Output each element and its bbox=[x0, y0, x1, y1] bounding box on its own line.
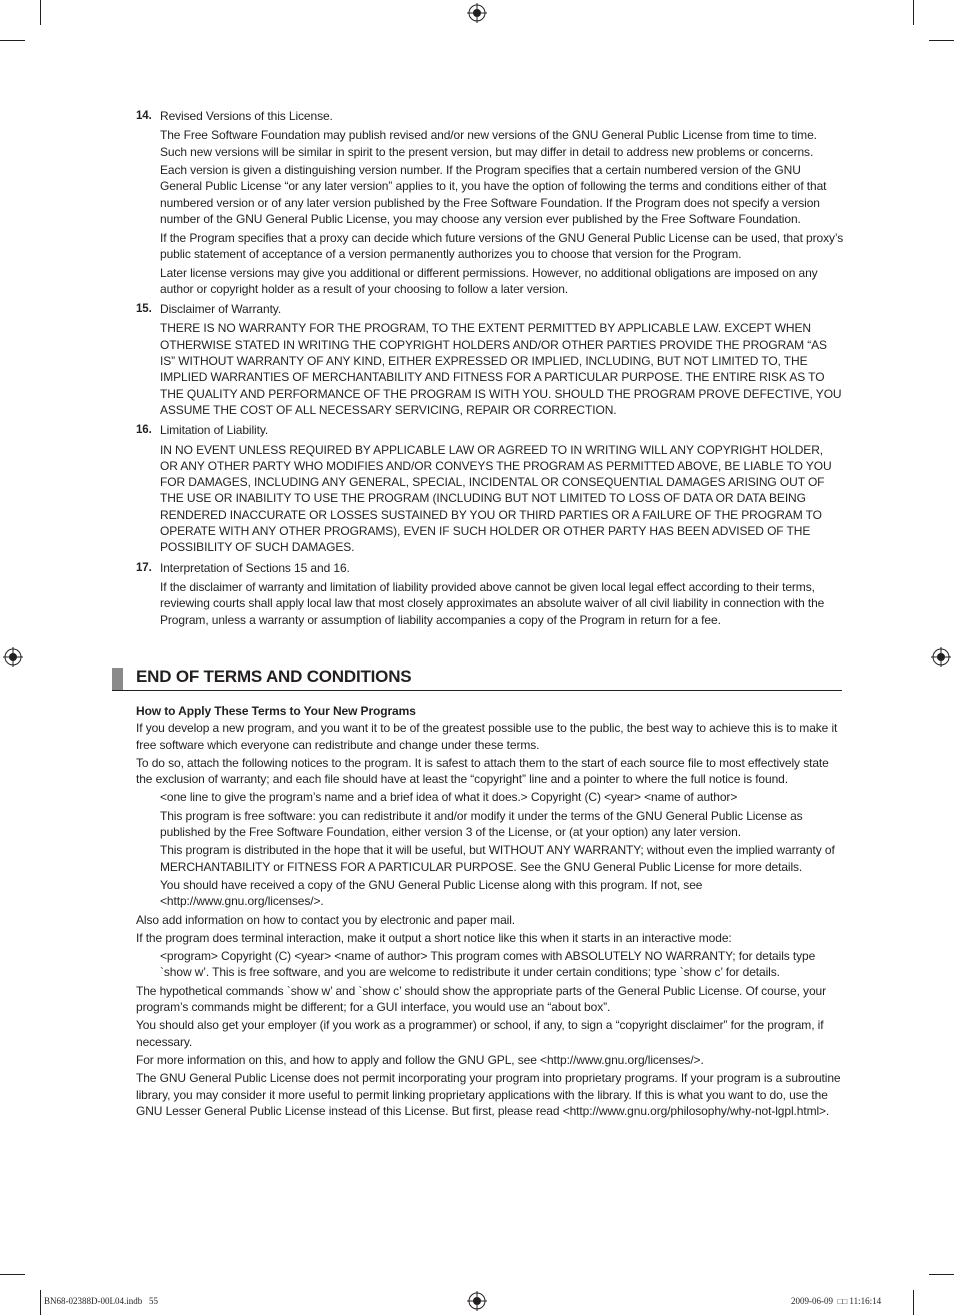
crop-mark bbox=[0, 40, 25, 41]
notice-paragraph: You should have received a copy of the GNU General Public License along with this program. If not, see <http://www.gnu.org/licenses/>. bbox=[160, 877, 703, 909]
registration-mark-icon bbox=[931, 647, 951, 667]
section-number: 14. bbox=[136, 110, 152, 122]
section-heading bbox=[136, 108, 844, 124]
section-14 bbox=[136, 108, 844, 297]
paragraph: Later license versions may give you additional or different permissions. However, no additional obligations are imposed on any author or copyright holder as a result of your choosing to follow a later version. bbox=[160, 265, 818, 296]
section-body bbox=[136, 442, 844, 556]
end-of-terms-title: END OF TERMS AND CONDITIONS bbox=[136, 667, 412, 686]
paragraph: Also add information on how to contact you by electronic and paper mail. bbox=[136, 912, 516, 927]
section-15 bbox=[136, 301, 844, 418]
section-body bbox=[136, 320, 844, 418]
section-number: 17. bbox=[136, 561, 152, 574]
paragraph: The GNU General Public License does not permit incorporating your program into proprietary programs. If your program is a subroutine library, you may consider it more useful to permit linking proprietary applications with the library. If this is what you want to do, use the GNU Lesser General Public License instead of this License. But first, please read <http://www.gnu.org/philosophy/why-not-lgpl.html>. bbox=[136, 1071, 841, 1118]
crop-mark bbox=[0, 1274, 25, 1275]
registration-mark-icon bbox=[467, 1291, 487, 1311]
section-heading bbox=[136, 301, 844, 317]
crop-mark bbox=[913, 1290, 914, 1315]
notice-paragraph: <one line to give the program’s name and a brief idea of what it does.> Copyright (C) <year> <name of author> bbox=[160, 790, 738, 805]
paragraph: If you develop a new program, and you want it to be of the greatest possible use to the public, the best way to achieve this is to make it free software which everyone can redistribute and change under these terms. bbox=[136, 721, 838, 752]
notice-paragraph: This program is distributed in the hope that it will be useful, but WITHOUT ANY WARRANTY; without even the implied warranty of MERCHANTABILITY or FITNESS FOR A PARTICULAR PURPOSE. See the GNU General Public License for more details. bbox=[160, 843, 835, 874]
footer-time: 11:16:14 bbox=[849, 1296, 882, 1306]
license-sections bbox=[136, 108, 844, 632]
crop-mark bbox=[40, 0, 41, 25]
section-title: Revised Versions of this License. bbox=[160, 109, 333, 123]
end-of-terms-heading bbox=[112, 665, 842, 691]
paragraph: Each version is given a distinguishing version number. If the Program specifies that a certain numbered version of the GNU General Public License “or any later version” applies to it, you have the option of following the terms and conditions either of that numbered version or of any later version published by the Free Software Foundation. If the Program does not specify a version number of the GNU General Public License, you may choose any version ever published by the Free Software Foundation. bbox=[160, 163, 827, 227]
how-to-apply bbox=[136, 703, 844, 1121]
footer-glyphs: □□ bbox=[837, 1297, 848, 1306]
how-to-apply-heading: How to Apply These Terms to Your New Programs bbox=[136, 704, 416, 718]
paragraph: IN NO EVENT UNLESS REQUIRED BY APPLICABLE LAW OR AGREED TO IN WRITING WILL ANY COPYRIGHT HOLDER, OR ANY OTHER PARTY WHO MODIFIES AND/OR CONVEYS THE PROGRAM AS PERMITTED ABOVE, BE LIABLE TO YOU FOR DAMAGES, INCLUDING ANY GENERAL, SPECIAL, INCIDENTAL OR CONSEQUENTIAL DAMAGES ARISING OUT OF THE USE OR INABILITY TO USE THE PROGRAM (INCLUDING BUT NOT LIMITED TO LOSS OF DATA OR DATA BEING RENDERED INACCURATE OR LOSSES SUSTAINED BY YOU OR THIRD PARTIES OR A FAILURE OF THE PROGRAM TO OPERATE WITH ANY OTHER PROGRAMS), EVEN IF SUCH HOLDER OR OTHER PARTY HAS BEEN ADVISED OF THE POSSIBILITY OF SUCH DAMAGES. bbox=[160, 442, 832, 555]
footer-page-number: 55 bbox=[149, 1296, 158, 1306]
section-heading bbox=[136, 560, 844, 576]
section-title: Disclaimer of Warranty. bbox=[160, 302, 282, 317]
section-body bbox=[136, 579, 844, 628]
crop-mark bbox=[40, 1290, 41, 1315]
paragraph: The Free Software Foundation may publish revised and/or new versions of the GNU General Public License from time to time. Such new versions will be similar in spirit to the present version, but may differ in detail to address new problems or concerns. bbox=[160, 128, 817, 159]
footer-date: 2009-06-09 bbox=[791, 1296, 833, 1306]
section-16 bbox=[136, 422, 844, 555]
notice-paragraph: <program> Copyright (C) <year> <name of author> This program comes with ABSOLUTELY NO WARRANTY; for details type `show w’. This is free software, and you are welcome to redistribute it under certain conditions; type `show c’ for details. bbox=[160, 949, 816, 980]
footer-timestamp bbox=[791, 1296, 881, 1306]
paragraph: If the program does terminal interaction, make it output a short notice like this when it starts in an interactive mode: bbox=[136, 930, 732, 945]
section-17 bbox=[136, 560, 844, 628]
notice-paragraph: This program is free software: you can redistribute it and/or modify it under the terms of the GNU General Public License as published by the Free Software Foundation, either version 3 of the License, or (at your option) any later version. bbox=[160, 808, 803, 840]
section-title: Limitation of Liability. bbox=[160, 423, 269, 438]
section-number: 15. bbox=[136, 303, 152, 316]
section-body bbox=[136, 127, 844, 297]
paragraph: The hypothetical commands `show w’ and `show c’ should show the appropriate parts of the General Public License. Of course, your program’s commands might be different; for a GUI interface, you would use an “about box”. bbox=[136, 983, 827, 1015]
crop-mark bbox=[929, 40, 954, 41]
registration-mark-icon bbox=[3, 647, 23, 667]
paragraph: THERE IS NO WARRANTY FOR THE PROGRAM, TO THE EXTENT PERMITTED BY APPLICABLE LAW. EXCEPT WHEN OTHERWISE STATED IN WRITING THE COPYRIGHT HOLDERS AND/OR OTHER PARTIES PROVIDE THE PROGRAM “AS IS” WITHOUT WARRANTY OF ANY KIND, EITHER EXPRESSED OR IMPLIED, INCLUDING, BUT NOT LIMITED TO, THE IMPLIED WARRANTIES OF MERCHANTABILITY AND FITNESS FOR A PARTICULAR PURPOSE. THE ENTIRE RISK AS TO THE QUALITY AND PERFORMANCE OF THE PROGRAM IS WITH YOU. SHOULD THE PROGRAM PROVE DEFECTIVE, YOU ASSUME THE COST OF ALL NECESSARY SERVICING, REPAIR OR CORRECTION. bbox=[160, 321, 842, 417]
heading-bar bbox=[112, 668, 123, 690]
crop-mark bbox=[913, 0, 914, 25]
section-title: Interpretation of Sections 15 and 16. bbox=[160, 560, 350, 575]
paragraph: To do so, attach the following notices to the program. It is safest to attach them to the start of each source file to most effectively state the exclusion of warranty; and each file should have at least the “copyright” line and a pointer to where the full notice is found. bbox=[136, 755, 829, 787]
footer-file-info bbox=[44, 1296, 158, 1306]
registration-mark-icon bbox=[467, 3, 487, 23]
paragraph: If the Program specifies that a proxy can decide which future versions of the GNU General Public License can be used, that proxy’s public statement of acceptance of a version permanently authorizes you to choose that version for the Program. bbox=[160, 230, 844, 261]
section-heading bbox=[136, 422, 844, 438]
paragraph: For more information on this, and how to apply and follow the GNU GPL, see <http://www.gnu.org/licenses/>. bbox=[136, 1052, 704, 1067]
section-number: 16. bbox=[136, 424, 152, 437]
paragraph: You should also get your employer (if you work as a programmer) or school, if any, to sign a “copyright disclaimer” for the program, if necessary. bbox=[136, 1018, 824, 1049]
crop-mark bbox=[929, 1274, 954, 1275]
footer-filename: BN68-02388D-00L04.indb bbox=[44, 1296, 143, 1306]
paragraph: If the disclaimer of warranty and limitation of liability provided above cannot be given local legal effect according to their terms, reviewing courts shall apply local law that most closely approximates an absolute waiver of all civil liability in connection with the Program, unless a warranty or assumption of liability accompanies a copy of the Program in return for a fee. bbox=[160, 579, 825, 627]
